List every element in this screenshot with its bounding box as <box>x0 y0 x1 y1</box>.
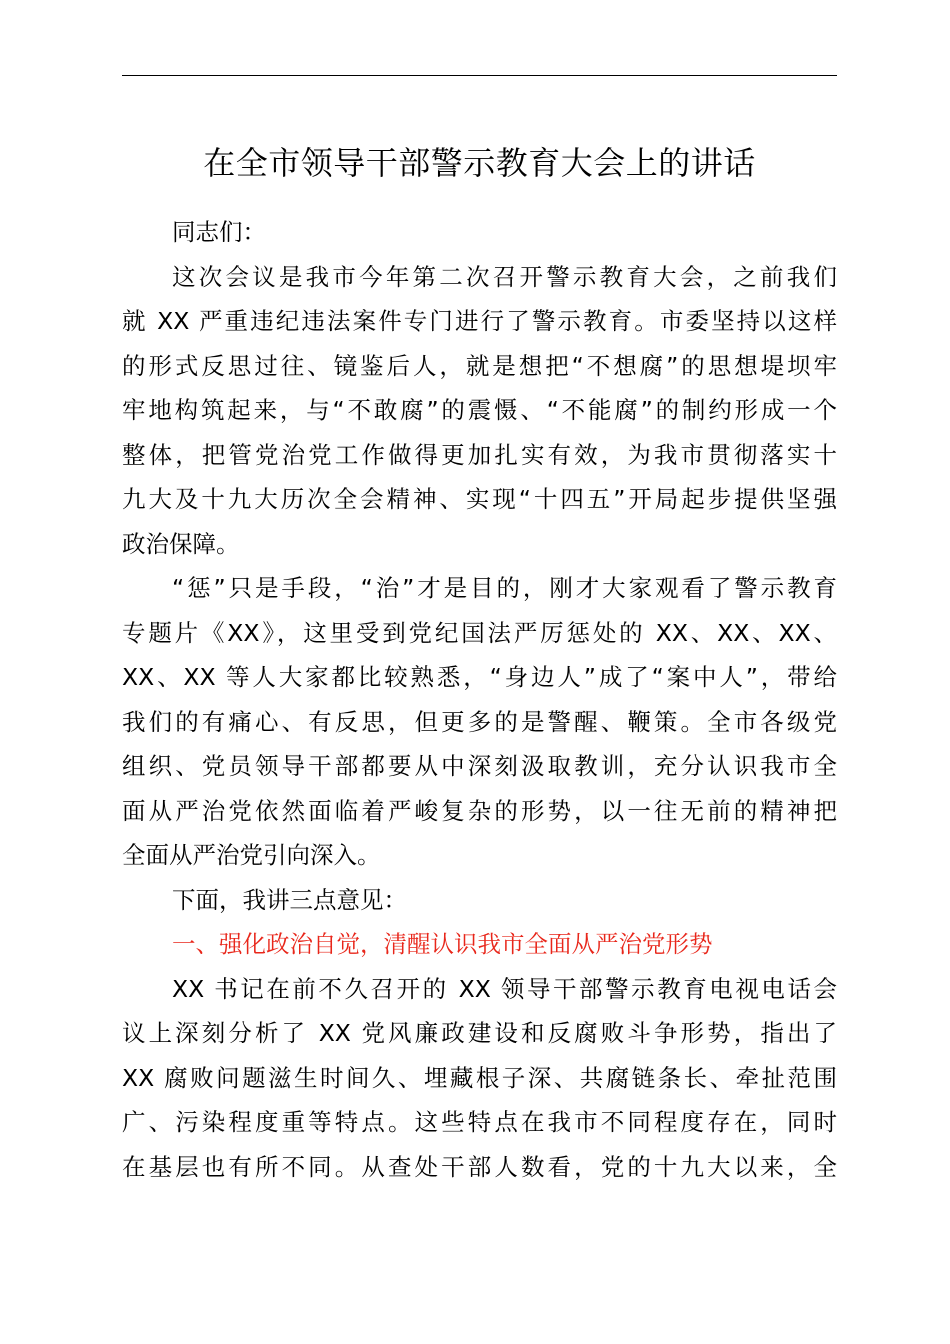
paragraph-line: 整体，把管党治党工作做得更加扎实有效，为我市贯彻落实十 <box>122 440 837 469</box>
paragraph-line: 的形式反思过往、镜鉴后人，就是想把“不想腐”的思想堤坝牢 <box>122 351 837 380</box>
paragraph-line: 就 XX 严重违纪违法案件专门进行了警示教育。市委坚持以这样 <box>122 307 837 335</box>
section-heading-1: 一、强化政治自觉，清醒认识我市全面从严治党形势 <box>172 930 713 958</box>
paragraph-line: XX 腐败问题滋生时间久、埋藏根子深、共腐链条长、牵扯范围 <box>122 1063 837 1092</box>
paragraph-line: 全面从严治党引向深入。 <box>122 841 381 869</box>
header-rule <box>122 75 837 76</box>
paragraph-line: 政治保障。 <box>122 529 240 558</box>
salutation: 同志们： <box>172 218 266 246</box>
paragraph-line: XX 书记在前不久召开的 XX 领导干部警示教育电视电话会 <box>172 974 837 1003</box>
paragraph-line: 专题片《XX》，这里受到党纪国法严厉惩处的 XX、XX、XX、 <box>122 618 837 647</box>
paragraph-line: 下面，我讲三点意见： <box>172 885 407 914</box>
paragraph-line: 组织、党员领导干部都要从中深刻汲取教训，充分认识我市全 <box>122 752 837 780</box>
paragraph-line: “惩”只是手段，“治”才是目的，刚才大家观看了警示教育 <box>172 574 837 602</box>
document-title: 在全市领导干部警示教育大会上的讲话 <box>203 144 756 182</box>
paragraph-line: 广、污染程度重等特点。这些特点在我市不同程度存在，同时 <box>122 1108 837 1136</box>
paragraph-line: 我们的有痛心、有反思，但更多的是警醒、鞭策。全市各级党 <box>122 707 837 736</box>
paragraph-line: 牢地构筑起来，与“不敢腐”的震慑、“不能腐”的制约形成一个 <box>122 396 837 424</box>
document-body <box>122 210 837 1189</box>
paragraph-line: 九大及十九大历次全会精神、实现“十四五”开局起步提供坚强 <box>122 485 837 513</box>
paragraph-line: 面从严治党依然面临着严峻复杂的形势，以一往无前的精神把 <box>122 796 837 825</box>
paragraph-line: 在基层也有所不同。从查处干部人数看，党的十九大以来，全 <box>122 1152 837 1181</box>
paragraph-line: 议上深刻分析了 XX 党风廉政建设和反腐败斗争形势，指出了 <box>122 1019 837 1047</box>
paragraph-line: 这次会议是我市今年第二次召开警示教育大会，之前我们 <box>172 262 837 291</box>
paragraph-line: XX、XX 等人大家都比较熟悉，“身边人”成了“案中人”，带给 <box>122 663 837 691</box>
